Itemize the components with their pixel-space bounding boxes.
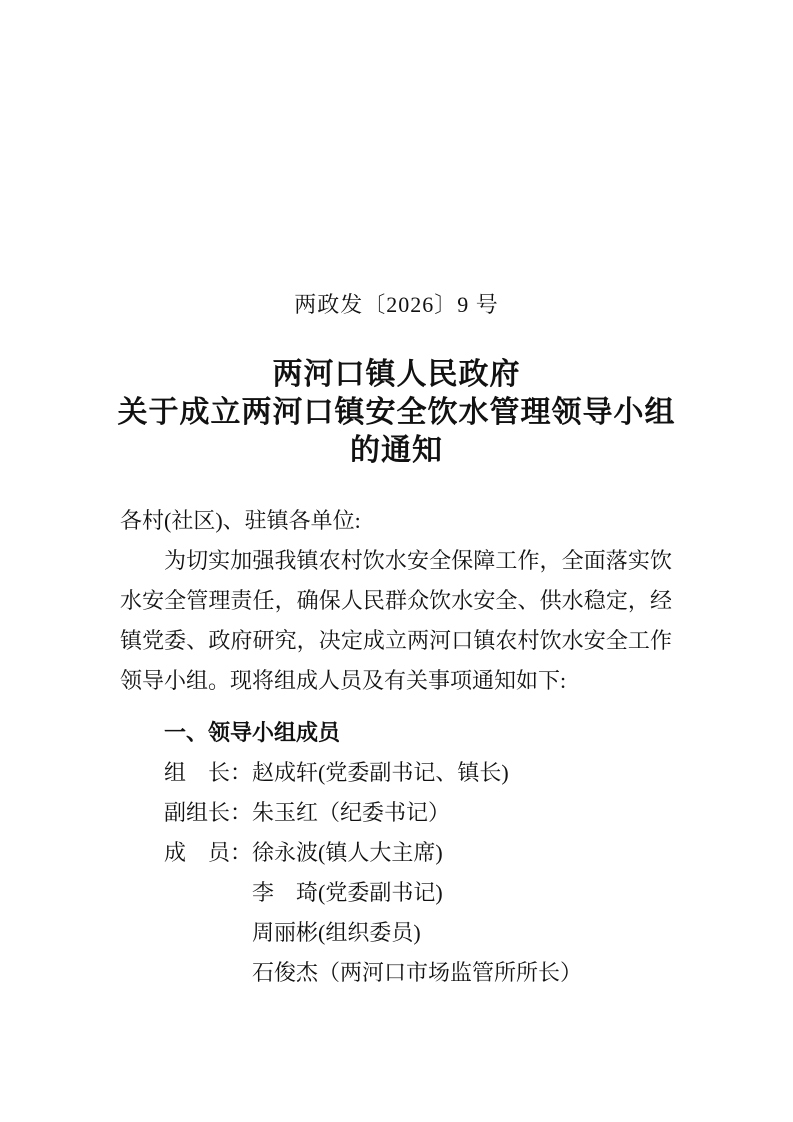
- roster-line-deputy-leader: 副组长：朱玉红（纪委书记）: [164, 800, 451, 825]
- roster-line-member-2: 李 琦(党委副书记): [252, 880, 443, 905]
- title-line-3: 的通知: [350, 434, 443, 467]
- intro-paragraph: 为切实加强我镇农村饮水安全保障工作，全面落实饮水安全管理责任，确保人民群众饮水安全、供水稳定，经镇党委、政府研究，决定成立两河口镇农村饮水安全工作领导小组。现将组成人员及有关事项通知如下:: [120, 548, 672, 693]
- roster-line-group-leader: 组 长：赵成轩(党委副书记、镇长): [164, 760, 509, 785]
- title-line-2: 关于成立两河口镇安全饮水管理领导小组: [117, 396, 676, 429]
- doc-number: 两政发〔2026〕9 号: [294, 292, 499, 317]
- section-heading-leadership-group: 一、领导小组成员: [164, 720, 341, 745]
- document-body: [120, 501, 672, 993]
- roster-line-member-4: 石俊杰（两河口市场监管所所长）: [252, 960, 583, 985]
- roster-line-member-1: 成 员：徐永波(镇人大主席): [164, 840, 443, 865]
- roster-line-member-3: 周丽彬(组织委员): [252, 920, 421, 945]
- salutation: 各村(社区)、驻镇各单位:: [120, 508, 361, 533]
- title-line-1: 两河口镇人民政府: [272, 358, 521, 391]
- document-title: [0, 356, 793, 470]
